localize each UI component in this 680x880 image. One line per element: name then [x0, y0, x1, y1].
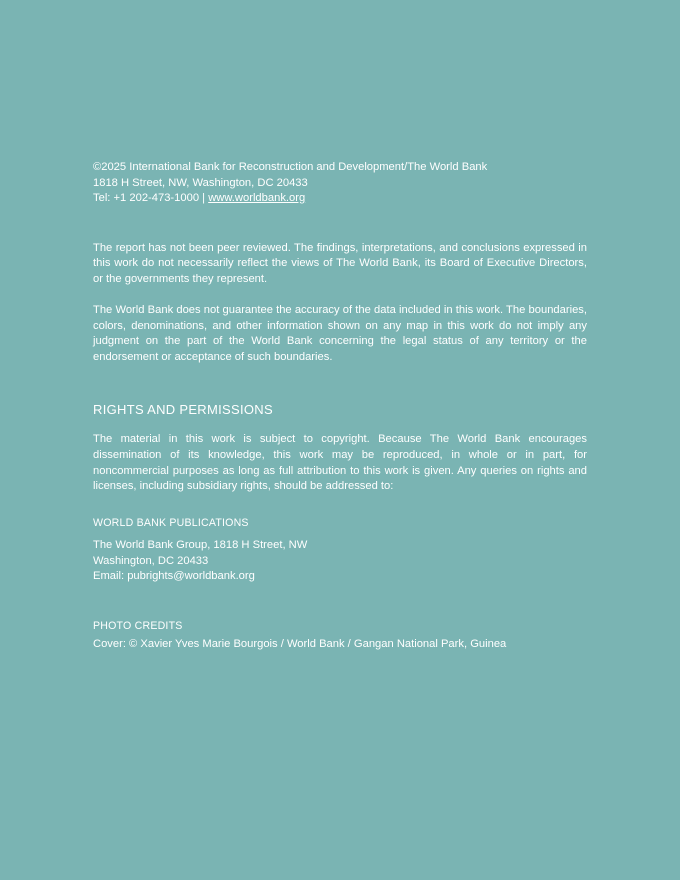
- publications-address-line1: The World Bank Group, 1818 H Street, NW: [93, 539, 308, 552]
- copyright-page: [93, 160, 587, 652]
- disclaimer-paragraph-review: The report has not been peer reviewed. The findings, interpretations, and conclusions expressed in this work do not necessarily reflect the views of The World Bank, its Board of Executive Directors, or the governments they represent.: [93, 241, 587, 286]
- contact-line: [93, 191, 587, 207]
- publications-heading: WORLD BANK PUBLICATIONS: [93, 517, 249, 530]
- photo-credits-cover: Cover: © Xavier Yves Marie Bourgois / World Bank / Gangan National Park, Guinea: [93, 637, 507, 650]
- rights-heading: RIGHTS AND PERMISSIONS: [93, 402, 273, 418]
- disclaimer-paragraph-data: The World Bank does not guarantee the accuracy of the data included in this work. The boundaries, colors, denominations, and other information shown on any map in this work do not imply any judgment on the part of the World Bank concerning the legal status of any territory or the endorsement or acceptance of such boundaries.: [93, 303, 587, 364]
- address-line: 1818 H Street, NW, Washington, DC 20433: [93, 176, 308, 189]
- photo-credits-heading: PHOTO CREDITS: [93, 619, 183, 632]
- copyright-notice: ©2025 International Bank for Reconstruction and Development/The World Bank: [93, 161, 488, 173]
- website-link[interactable]: www.worldbank.org: [208, 192, 306, 204]
- publications-address-line2: Washington, DC 20433: [93, 554, 209, 567]
- publications-address: [93, 538, 587, 585]
- rights-paragraph: The material in this work is subject to copyright. Because The World Bank encourages dissemination of its knowledge, this work may be reproduced, in whole or in part, for noncommercial purposes as long as full attribution to this work is given. Any queries on rights and licenses, including subsidiary rights, should be addressed to:: [93, 433, 587, 493]
- publications-email: Email: pubrights@worldbank.org: [93, 570, 255, 583]
- copyright-block: [93, 160, 587, 207]
- telephone-text: Tel: +1 202-473-1000 |: [93, 192, 209, 204]
